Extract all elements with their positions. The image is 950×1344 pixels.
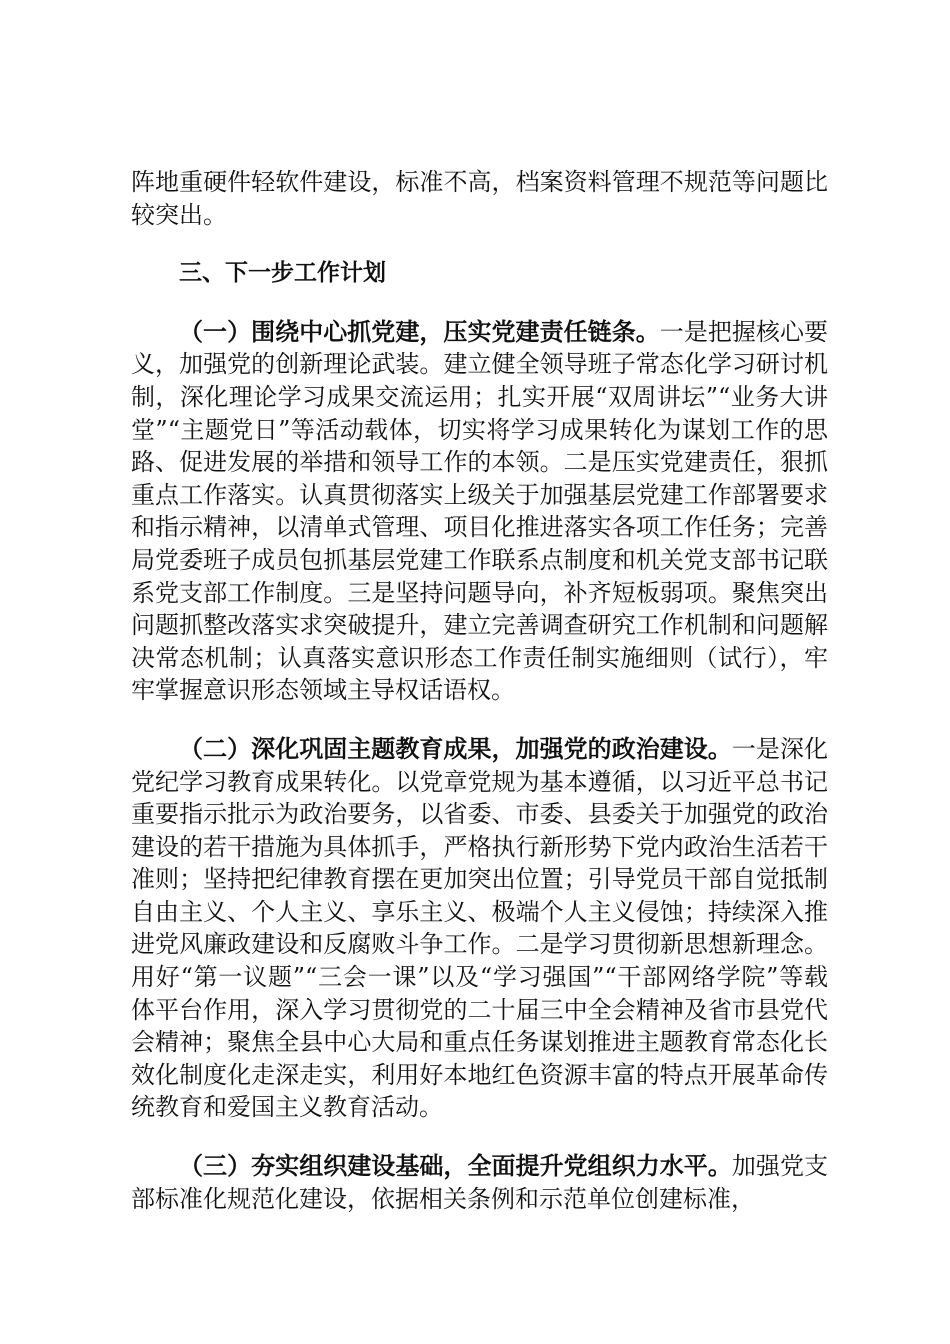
document-body (131, 166, 828, 1215)
plan-item-2 (131, 733, 828, 1124)
plan-item-1 (131, 316, 828, 707)
section-heading: 三、下一步工作计划 (179, 260, 386, 287)
plan-item-3-lead: （三）夯实组织建设基础，全面提升党组织力水平。 (179, 1152, 732, 1181)
plan-item-2-body: 一是深化党纪学习教育成果转化。以党章党规为基本遵循，以习近平总书记重要指示批示为政治要务，以省委、市委、县委关于加强党的政治建设的若干措施为具体抓手，严格执行新形势下党内政治生活若干准则；坚持把纪律教育摆在更加突出位置；引导党员干部自觉抵制自由主义、个人主义、享乐主义、极端个人主义侵蚀；持续深入推进党风廉政建设和反腐败斗争工作。二是学习贯彻新思想新理念。用好“第一议题”“三会一课”以及“学习强国”“干部网络学院”等载体平台作用，深入学习贯彻党的二十届三中全会精神及省市县党代会精神；聚焦全县中心大局和重点任务谋划推进主题教育常态化长效化制度化走深走实，利用好本地红色资源丰富的特点开展革命传统教育和爱国主义教育活动。 (131, 734, 829, 1122)
intro-paragraph: 阵地重硬件轻软件建设，标准不高，档案资料管理不规范等问题比较突出。 (131, 168, 828, 229)
plan-item-3 (131, 1150, 828, 1215)
plan-item-1-lead: （一）围绕中心抓党建，压实党建责任链条。 (179, 317, 660, 346)
plan-item-2-lead: （二）深化巩固主题教育成果，加强党的政治建设。 (179, 734, 732, 763)
plan-item-1-body: 一是把握核心要义，加强党的创新理论武装。建立健全领导班子常态化学习研讨机制，深化理论学习成果交流运用；扎实开展“双周讲坛”“业务大讲堂”“主题党日”等活动载体，切实将学习成果转化为谋划工作的思路、促进发展的举措和领导工作的本领。二是压实党建责任，狠抓重点工作落实。认真贯彻落实上级关于加强基层党建工作部署要求和指示精神，以清单式管理、项目化推进落实各项工作任务；完善局党委班子成员包抓基层党建工作联系点制度和机关党支部书记联系党支部工作制度。三是坚持问题导向，补齐短板弱项。聚焦突出问题抓整改落实求突破提升，建立完善调查研究工作机制和问题解决常态机制；认真落实意识形态工作责任制实施细则（试行），牢牢掌握意识形态领域主导权话语权。 (131, 317, 829, 705)
plan-item-3-body: 加强党支部标准化规范化建设，依据相关条例和示范单位创建标准， (131, 1152, 829, 1213)
